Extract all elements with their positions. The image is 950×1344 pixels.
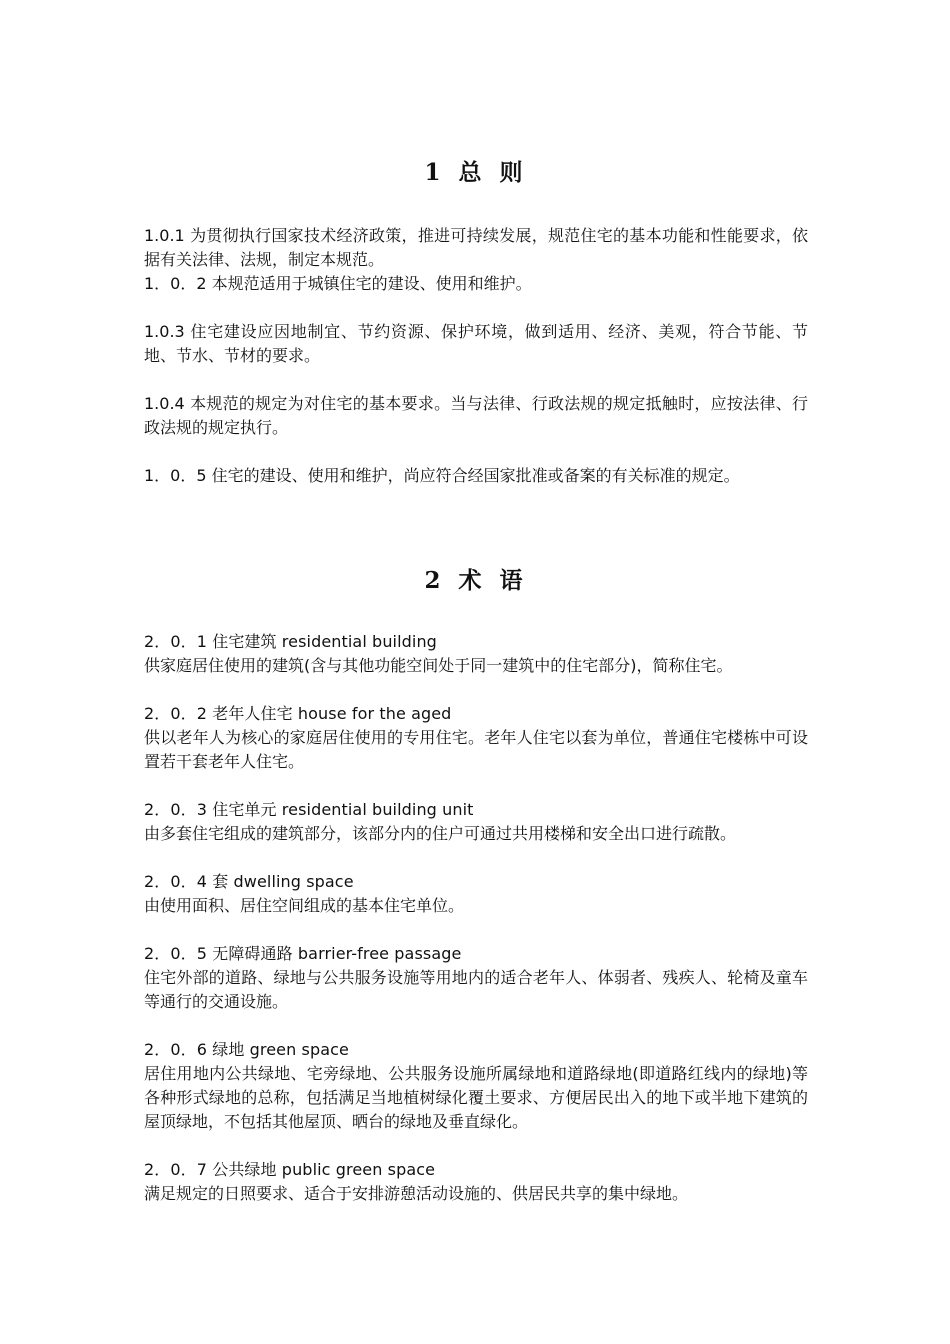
term-2-0-4 [144,870,808,918]
term-2-0-1 [144,630,808,678]
term-2-0-5 [144,942,808,1014]
term-heading: 2．0．7 公共绿地 public green space [144,1160,436,1179]
clause-1-0-4: 1.0.4 本规范的规定为对住宅的基本要求。当与法律、行政法规的规定抵触时，应按法律、行政法规的规定执行。 [144,394,808,437]
term-heading: 2．0．6 绿地 green space [144,1040,349,1059]
term-definition: 由使用面积、居住空间组成的基本住宅单位。 [144,896,465,915]
term-definition: 居住用地内公共绿地、宅旁绿地、公共服务设施所属绿地和道路绿地(即道路红线内的绿地)等各种形式绿地的总称，包括满足当地植树绿化覆土要求、方便居民出入的地下或半地下建筑的屋顶绿地，不包括其他屋顶、晒台的绿地及垂直绿化。 [144,1064,808,1131]
clause-1-0-2: 1．0．2 本规范适用于城镇住宅的建设、使用和维护。 [144,274,532,293]
term-heading: 2．0．1 住宅建筑 residential building [144,632,437,651]
term-2-0-3 [144,798,808,846]
term-2-0-6 [144,1038,808,1134]
term-heading: 2．0．2 老年人住宅 house for the aged [144,704,452,723]
term-definition: 供以老年人为核心的家庭居住使用的专用住宅。老年人住宅以套为单位，普通住宅楼栋中可设置若干套老年人住宅。 [144,728,808,771]
clause-1-0-1: 1.0.1 为贯彻执行国家技术经济政策，推进可持续发展，规范住宅的基本功能和性能要求，依据有关法律、法规，制定本规范。 [144,226,808,269]
term-definition: 满足规定的日照要求、适合于安排游憩活动设施的、供居民共享的集中绿地。 [144,1184,689,1203]
term-definition: 由多套住宅组成的建筑部分，该部分内的住户可通过共用楼梯和安全出口进行疏散。 [144,824,737,843]
clause-1-0-5: 1．0．5 住宅的建设、使用和维护，尚应符合经国家批准或备案的有关标准的规定。 [144,466,740,485]
term-heading: 2．0．3 住宅单元 residential building unit [144,800,474,819]
term-heading: 2．0．5 无障碍通路 barrier-free passage [144,944,462,963]
chapter-1-title: 1 总 则 [424,159,528,186]
term-definition: 供家庭居住使用的建筑(含与其他功能空间处于同一建筑中的住宅部分)，简称住宅。 [144,656,733,675]
term-2-0-2 [144,702,808,774]
term-heading: 2．0．4 套 dwelling space [144,872,354,891]
term-2-0-7 [144,1158,808,1206]
chapter-2-terms [144,630,808,1206]
chapter-1-clauses [144,224,808,488]
clause-1-0-3: 1.0.3 住宅建设应因地制宜、节约资源、保护环境，做到适用、经济、美观，符合节能、节地、节水、节材的要求。 [144,322,808,365]
term-definition: 住宅外部的道路、绿地与公共服务设施等用地内的适合老年人、体弱者、残疾人、轮椅及童车等通行的交通设施。 [144,968,808,1011]
chapter-2-title: 2 术 语 [424,567,528,594]
